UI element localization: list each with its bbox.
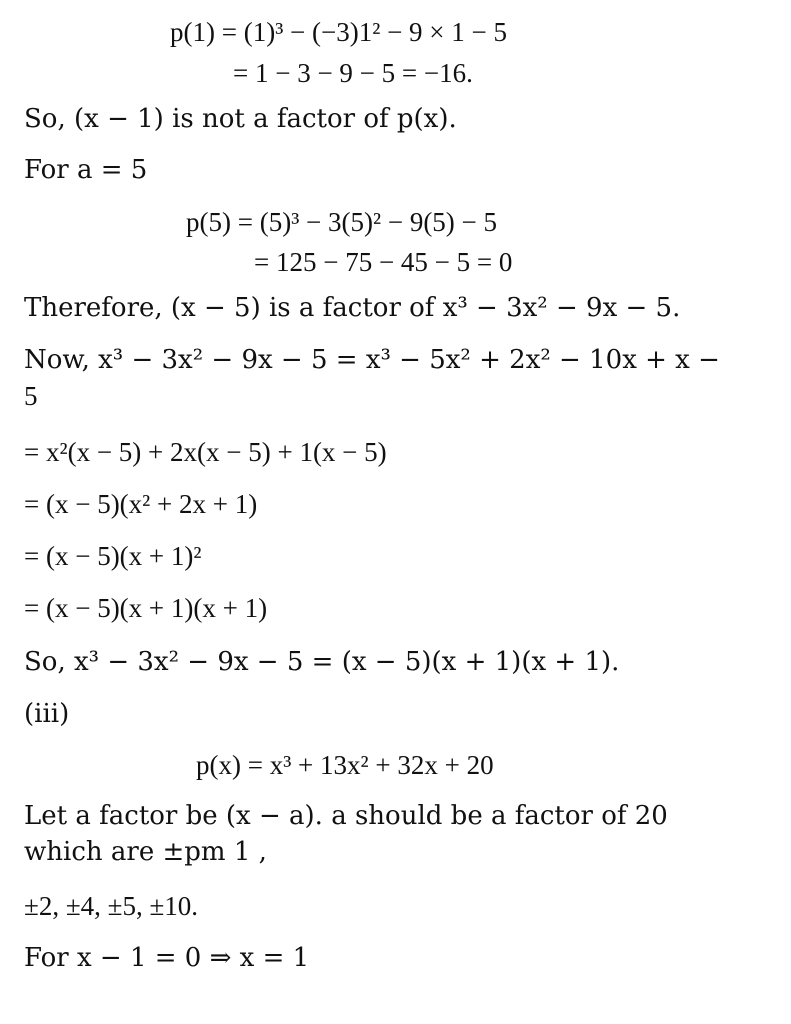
math-line-11: = (x − 5)(x² + 2x + 1) [24,489,258,519]
math-line-19: ±2, ±4, ±5, ±10. [24,891,199,921]
text-line-4: For a = 5 [24,155,148,185]
text-line-3: So, (x − 1) is not a factor of p(x). [24,104,457,134]
math-line-6: = 125 − 75 − 45 − 5 = 0 [254,247,513,277]
math-line-13: = (x − 5)(x + 1)(x + 1) [24,593,268,623]
section-label-iii: (iii) [24,699,70,729]
math-line-2: = 1 − 3 − 9 − 5 = −16. [233,58,473,88]
text-line-7: Therefore, (x − 5) is a factor of x³ − 3x² − 9x − 5. [24,293,681,323]
text-line-8: Now, x³ − 3x² − 9x − 5 = x³ − 5x² + 2x² − 10x + x − [24,345,720,375]
text-line-14: So, x³ − 3x² − 9x − 5 = (x − 5)(x + 1)(x + 1). [24,647,620,677]
text-line-17: Let a factor be (x − a). a should be a factor of 20 [24,801,668,831]
math-line-1: p(1) = (1)³ − (−3)1² − 9 × 1 − 5 [170,17,507,47]
text-line-18: which are ±pm 1 , [24,837,267,867]
text-line-9: 5 [24,381,38,411]
math-line-5: p(5) = (5)³ − 3(5)² − 9(5) − 5 [186,207,498,237]
math-line-12: = (x − 5)(x + 1)² [24,541,202,571]
text-line-20: For x − 1 = 0 ⇒ x = 1 [24,943,310,973]
math-line-10: = x²(x − 5) + 2x(x − 5) + 1(x − 5) [24,437,387,467]
math-line-16: p(x) = x³ + 13x² + 32x + 20 [196,750,494,780]
